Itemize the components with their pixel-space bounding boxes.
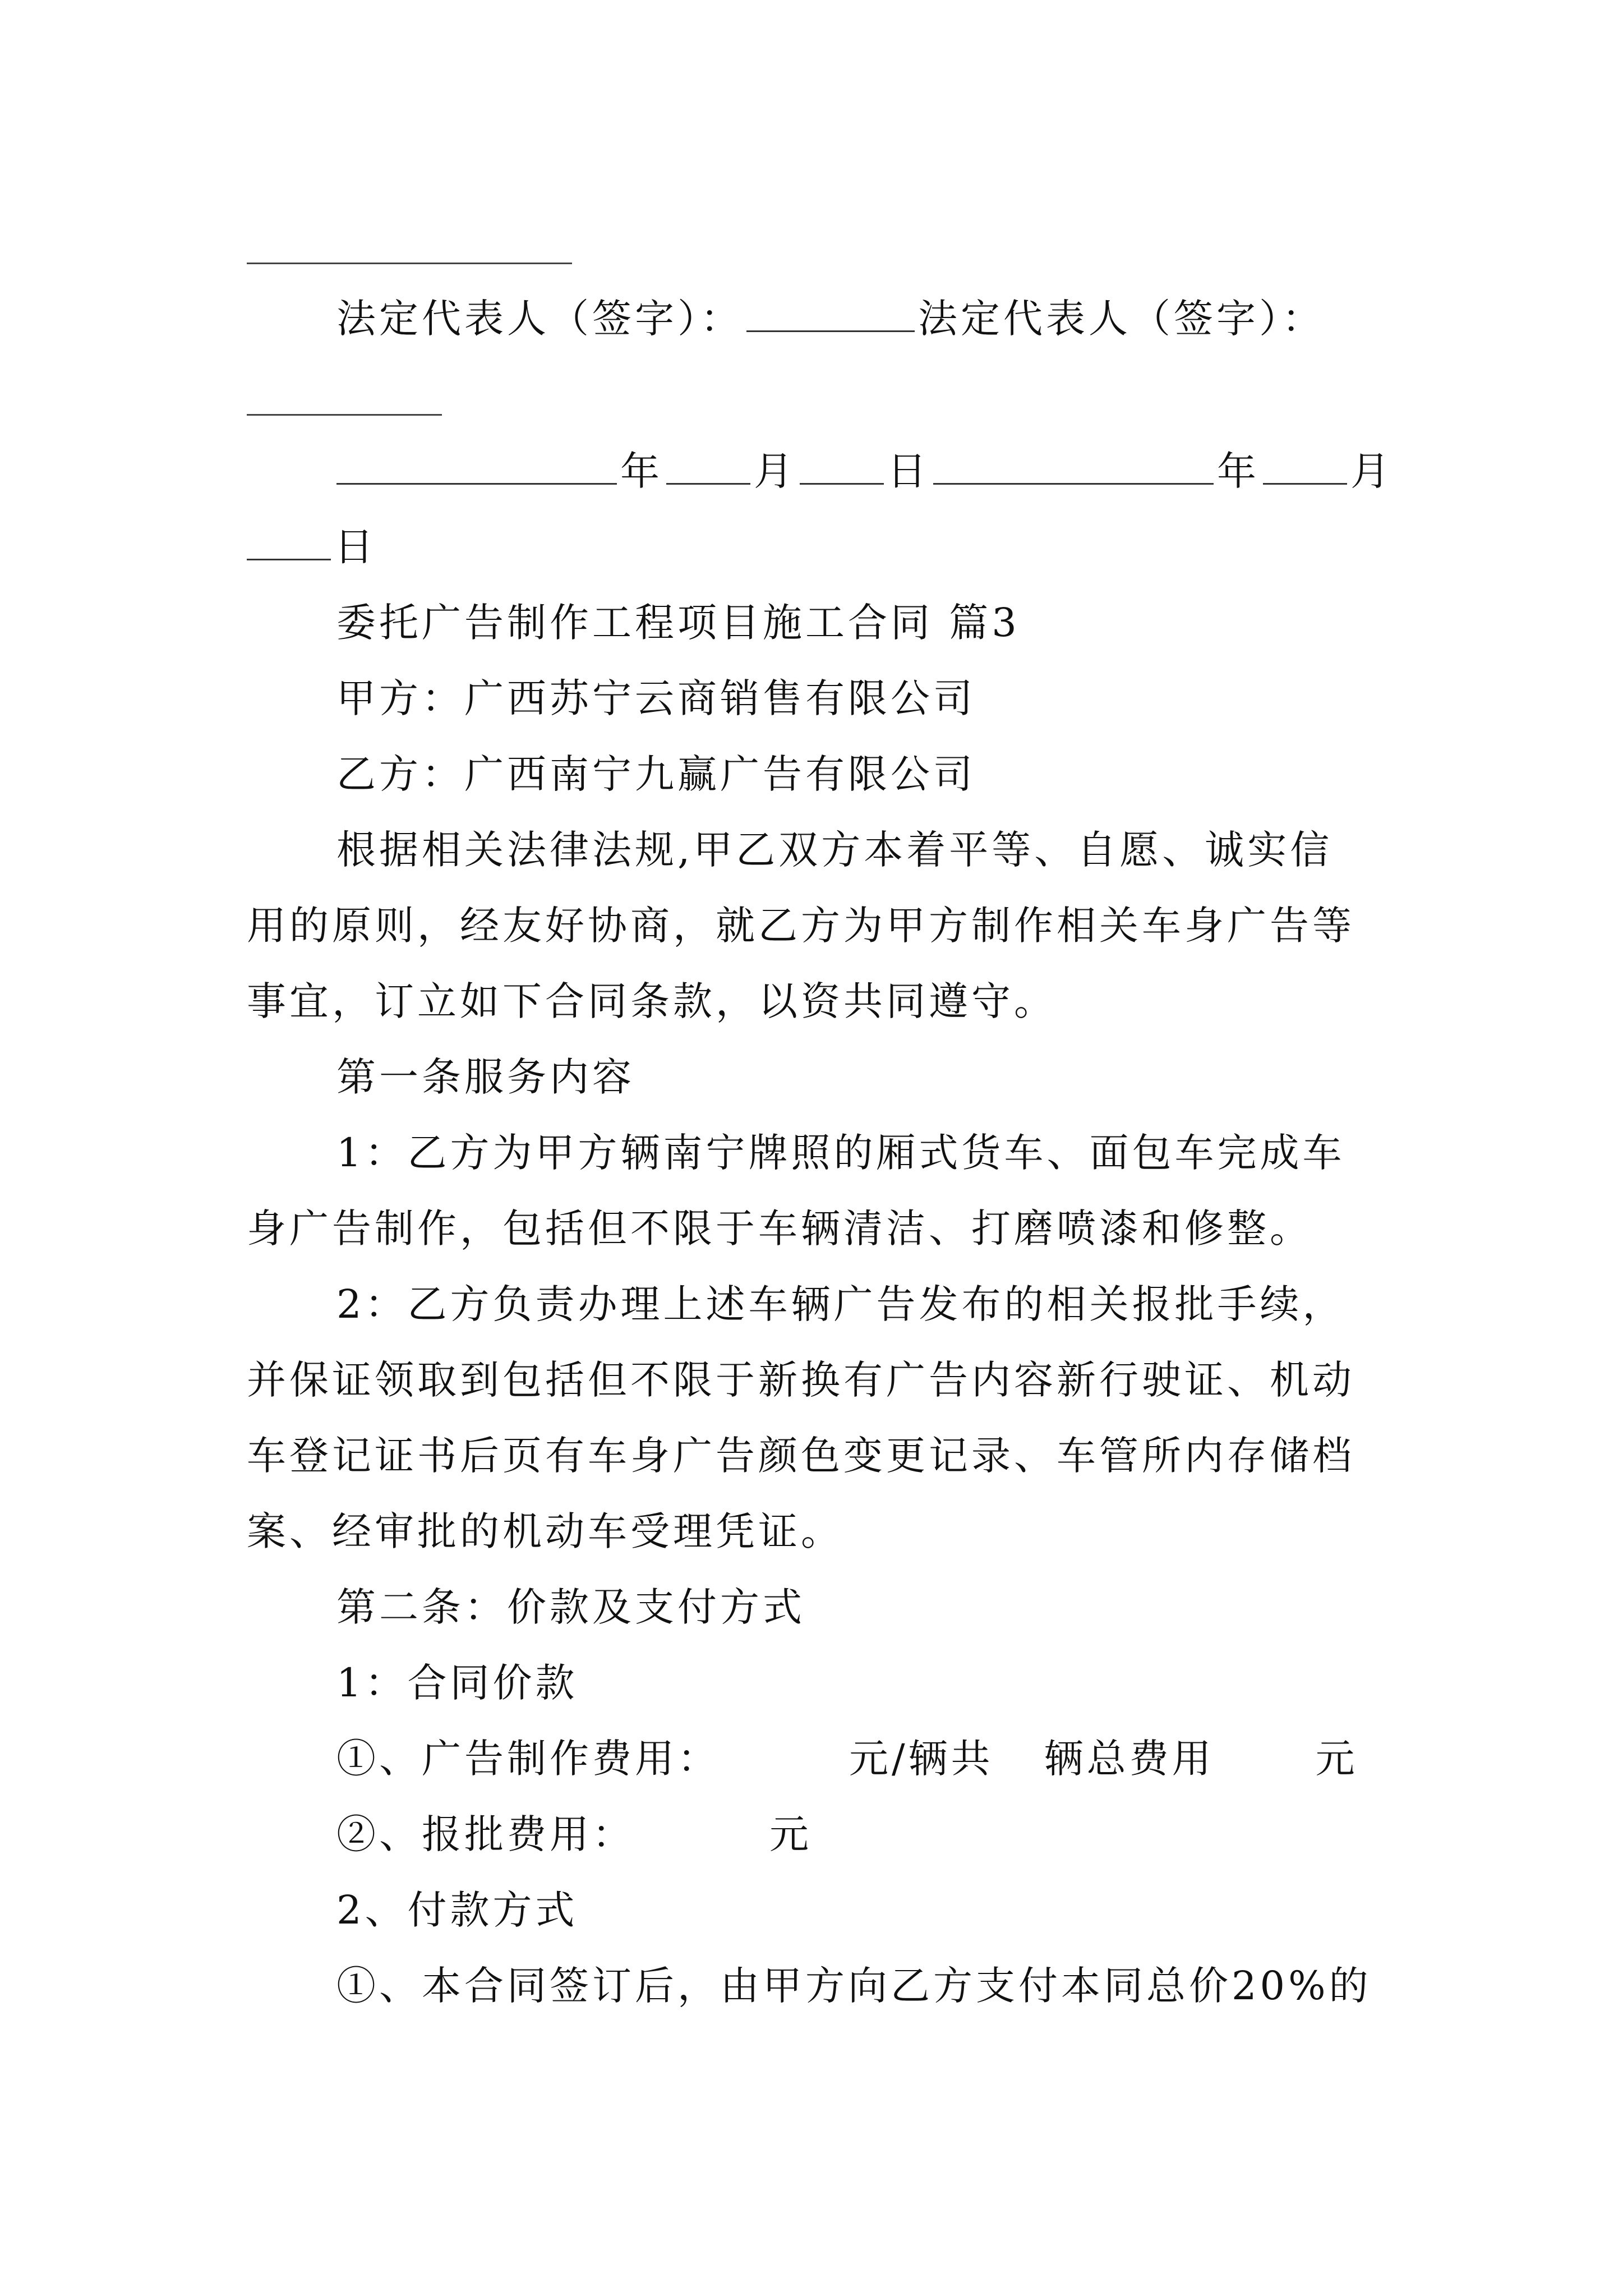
article2-sub2: 2、付款方式 — [336, 1887, 578, 1933]
article1-item1-line-2: 身广告制作，包括但不限于车辆清洁、打磨喷漆和修整。 — [247, 1205, 1312, 1251]
fee-line — [336, 1731, 1469, 1787]
date-line — [336, 443, 1469, 499]
legal-rep-a-blank — [746, 291, 915, 332]
party-a: 甲方：广西苏宁云商销售有限公司 — [336, 675, 976, 721]
preamble-line-2: 用的原则，经友好协商，就乙方为甲方制作相关车身广告等 — [247, 903, 1355, 949]
date-blank-b — [933, 444, 1214, 485]
preamble-line-3: 事宜，订立如下合同条款，以资共同遵守。 — [247, 978, 1057, 1024]
month-blank-b — [1263, 444, 1347, 485]
date-blank-a — [336, 444, 617, 485]
legal-rep-line — [336, 291, 1469, 347]
day-blank-b — [247, 519, 331, 560]
fee-unit-yuan: 元 — [1315, 1736, 1358, 1782]
article1-item2-line-2: 并保证领取到包括但不限于新换有广告内容新行驶证、机动 — [247, 1357, 1355, 1403]
approval-fee-label: ②、报批费用： — [336, 1811, 635, 1857]
approval-fee-unit: 元 — [769, 1811, 812, 1857]
day-blank-a — [800, 444, 884, 485]
article1-title: 第一条服务内容 — [336, 1054, 635, 1100]
article2-sub1: 1：合同价款 — [336, 1660, 578, 1706]
article1-item2-line-1: 2：乙方负责办理上述车辆广告发布的相关报批手续， — [336, 1281, 1345, 1327]
fee-unit-per-vehicle: 元/辆共 — [849, 1736, 994, 1782]
payment-item1: ①、本合同签订后，由甲方向乙方支付本同总价20%的 — [336, 1963, 1372, 2009]
fee-unit-total: 辆总费用 — [1044, 1736, 1215, 1782]
date-year-a: 年 — [620, 448, 663, 494]
article1-item1-line-1: 1：乙方为甲方辆南宁牌照的厢式货车、面包车完成车 — [336, 1130, 1345, 1176]
month-blank-a — [666, 444, 750, 485]
date-month-b: 月 — [1350, 448, 1393, 494]
date-day-a: 日 — [887, 448, 930, 494]
date-line-cont — [247, 519, 1380, 575]
date-year-b: 年 — [1217, 448, 1260, 494]
fee-label: ①、广告制作费用： — [336, 1736, 720, 1782]
approval-fee-line — [336, 1806, 1469, 1862]
date-month-a: 月 — [754, 448, 796, 494]
preamble-line-1: 根据相关法律法规,甲乙双方本着平等、自愿、诚实信 — [336, 827, 1333, 873]
party-b: 乙方：广西南宁九赢广告有限公司 — [336, 751, 976, 797]
article1-item2-line-4: 案、经审批的机动车受理凭证。 — [247, 1508, 843, 1554]
article2-title: 第二条：价款及支付方式 — [336, 1584, 805, 1630]
legal-rep-b-label: 法定代表人（签字）： — [918, 296, 1325, 342]
signature-line-b — [247, 414, 442, 416]
date-day-b: 日 — [334, 524, 377, 570]
legal-rep-a-label: 法定代表人（签字）： — [336, 296, 743, 342]
contract-title: 委托广告制作工程项目施工合同 篇3 — [336, 600, 1020, 646]
article1-item2-line-3: 车登记证书后页有车身广告颜色变更记录、车管所内存储档 — [247, 1433, 1355, 1479]
signature-line-top — [247, 263, 572, 264]
